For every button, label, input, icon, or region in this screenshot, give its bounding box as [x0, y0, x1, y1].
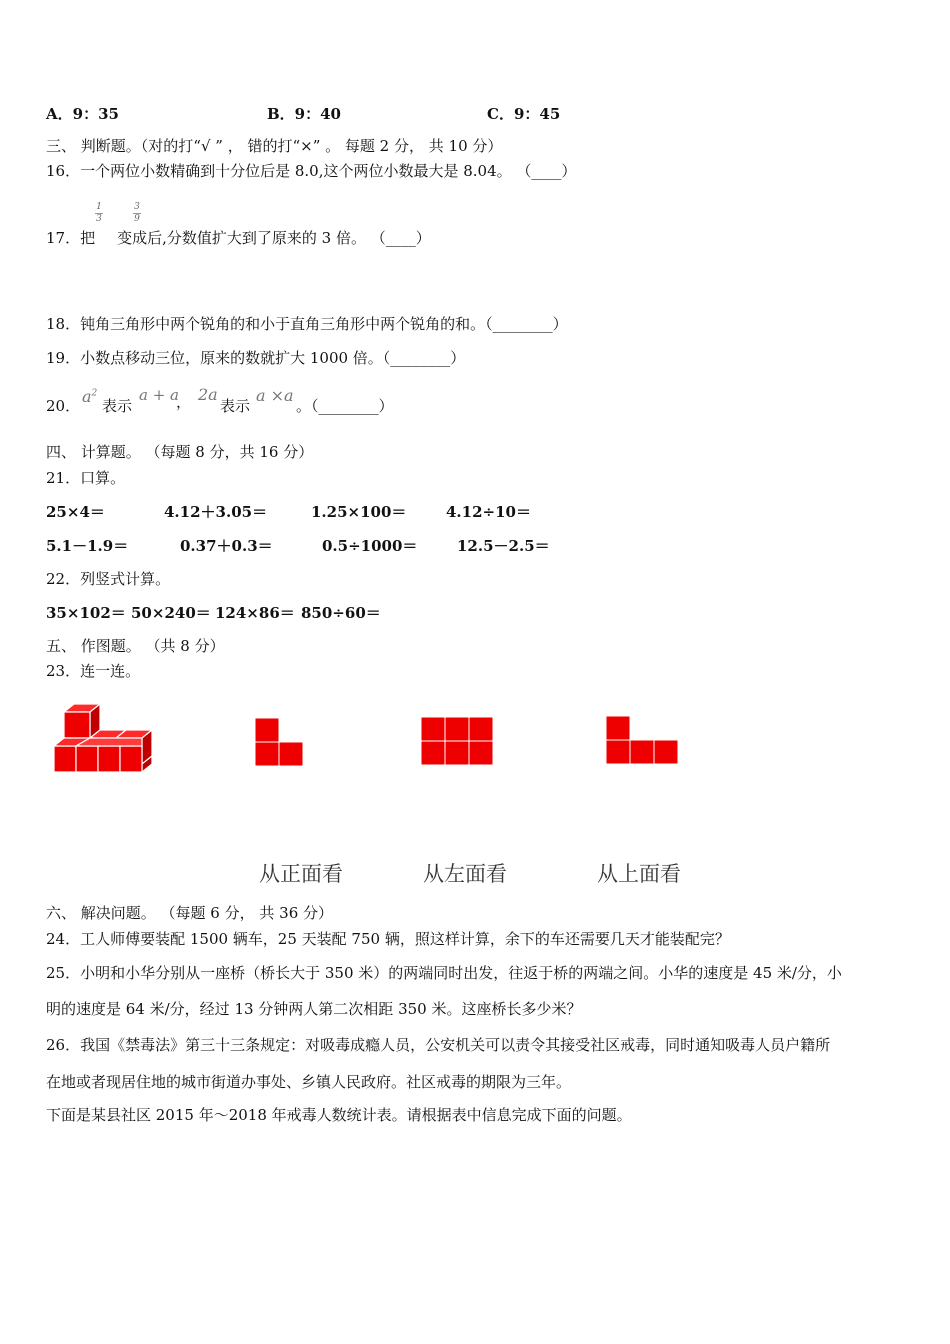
option-b: B．9：40 — [267, 105, 341, 123]
calc-item: 5.1－1.9＝ — [46, 537, 129, 555]
question-24: 24．工人师傅要装配 1500 辆车，25 天装配 750 辆，照这样计算，余下的车还需要几天才能装配完？ — [46, 930, 730, 948]
frac2-denominator: 9 — [134, 214, 140, 224]
fraction-one-third — [94, 203, 104, 224]
view-shape-rectangle — [420, 716, 496, 768]
calc-item: 12.5－2.5＝ — [457, 537, 550, 555]
q20-expr-a-squared: $a^2$ — [82, 387, 98, 406]
question-23-title: 23．连一连。 — [46, 662, 141, 680]
q20-number: 20． — [46, 397, 81, 415]
vertical-calc-item: 35×102＝ — [46, 604, 126, 622]
calc-item: 4.12＋3.05＝ — [164, 503, 268, 521]
section-3-title: 三、 判断题。（对的打“√ ” ， 错的打“×” 。 每题 2 分， 共 10 分） — [46, 137, 503, 155]
q20-word-represents-1: 表示 — [102, 397, 133, 415]
q17-prefix: 17．把 — [46, 229, 96, 247]
calc-item: 0.5÷1000＝ — [322, 537, 418, 555]
view-label-front: 从正面看 — [259, 862, 343, 886]
section-6-title: 六、 解决问题。 （每题 6 分， 共 36 分） — [46, 904, 334, 922]
option-c: C．9：45 — [487, 105, 561, 123]
question-18: 18．钝角三角形中两个锐角的和小于直角三角形中两个锐角的和。（________） — [46, 315, 568, 333]
q17-suffix: 后,分数值扩大到了原来的 3 倍。 （____） — [147, 229, 431, 247]
calc-item: 1.25×100＝ — [311, 503, 407, 521]
view-shape-l-small — [254, 717, 306, 769]
question-17 — [46, 228, 431, 248]
q20-word-represents-2: 表示 — [220, 397, 251, 415]
vertical-calc-item: 124×86＝ — [215, 604, 295, 622]
view-label-top: 从上面看 — [597, 862, 681, 886]
section-5-title: 五、 作图题。 （共 8 分） — [46, 637, 225, 655]
question-26-line-3: 下面是某县社区 2015 年～2018 年戒毒人数统计表。请根据表中信息完成下面的问题。 — [46, 1106, 632, 1124]
fraction-three-ninths — [132, 203, 142, 224]
calc-item: 4.12÷10＝ — [446, 503, 531, 521]
question-19: 19．小数点移动三位，原来的数就扩大 1000 倍。（________） — [46, 349, 466, 367]
frac1-denominator: 3 — [96, 214, 102, 224]
vertical-calc-item: 850÷60＝ — [301, 604, 381, 622]
vertical-calc-item: 50×240＝ — [131, 604, 211, 622]
question-22-title: 22．列竖式计算。 — [46, 570, 171, 588]
question-16: 16．一个两位小数精确到十分位后是 8.0,这个两位小数最大是 8.04。 （____） — [46, 162, 577, 180]
question-26-line-2: 在地或者现居住地的城市街道办事处、乡镇人民政府。社区戒毒的期限为三年。 — [46, 1073, 572, 1091]
calc-item: 25×4＝ — [46, 503, 105, 521]
q17-mid: 变成 — [117, 229, 148, 247]
frac1-numerator: 1 — [96, 202, 102, 212]
view-label-left: 从左面看 — [423, 862, 507, 886]
view-shape-l-long — [605, 715, 681, 767]
q20-expr-a-times-a: a ×a — [256, 386, 294, 405]
question-21-title: 21．口算。 — [46, 469, 126, 487]
question-25-line-1: 25．小明和小华分别从一座桥（桥长大于 350 米）的两端同时出发，往返于桥的两端之间。小华的速度是 45 米/分，小 — [46, 964, 842, 982]
q20-expr-a-plus-a: a + a — [139, 386, 179, 404]
q20-expr-2a: 2a — [198, 385, 218, 404]
q20-suffix: 。（________） — [296, 397, 394, 415]
calc-item: 0.37＋0.3＝ — [180, 537, 273, 555]
option-a: A．9：35 — [46, 105, 119, 123]
section-4-title: 四、 计算题。 （每题 8 分，共 16 分） — [46, 443, 314, 461]
cube-solid-figure — [50, 700, 160, 780]
q20-comma: ， — [176, 393, 192, 411]
question-26-line-1: 26．我国《禁毒法》第三十三条规定：对吸毒成瘾人员，公安机关可以责令其接受社区戒毒，同时通知吸毒人员户籍所 — [46, 1036, 831, 1054]
question-25-line-2: 明的速度是 64 米/分，经过 13 分钟两人第二次相距 350 米。这座桥长多少米？ — [46, 1000, 582, 1018]
frac2-numerator: 3 — [134, 202, 140, 212]
